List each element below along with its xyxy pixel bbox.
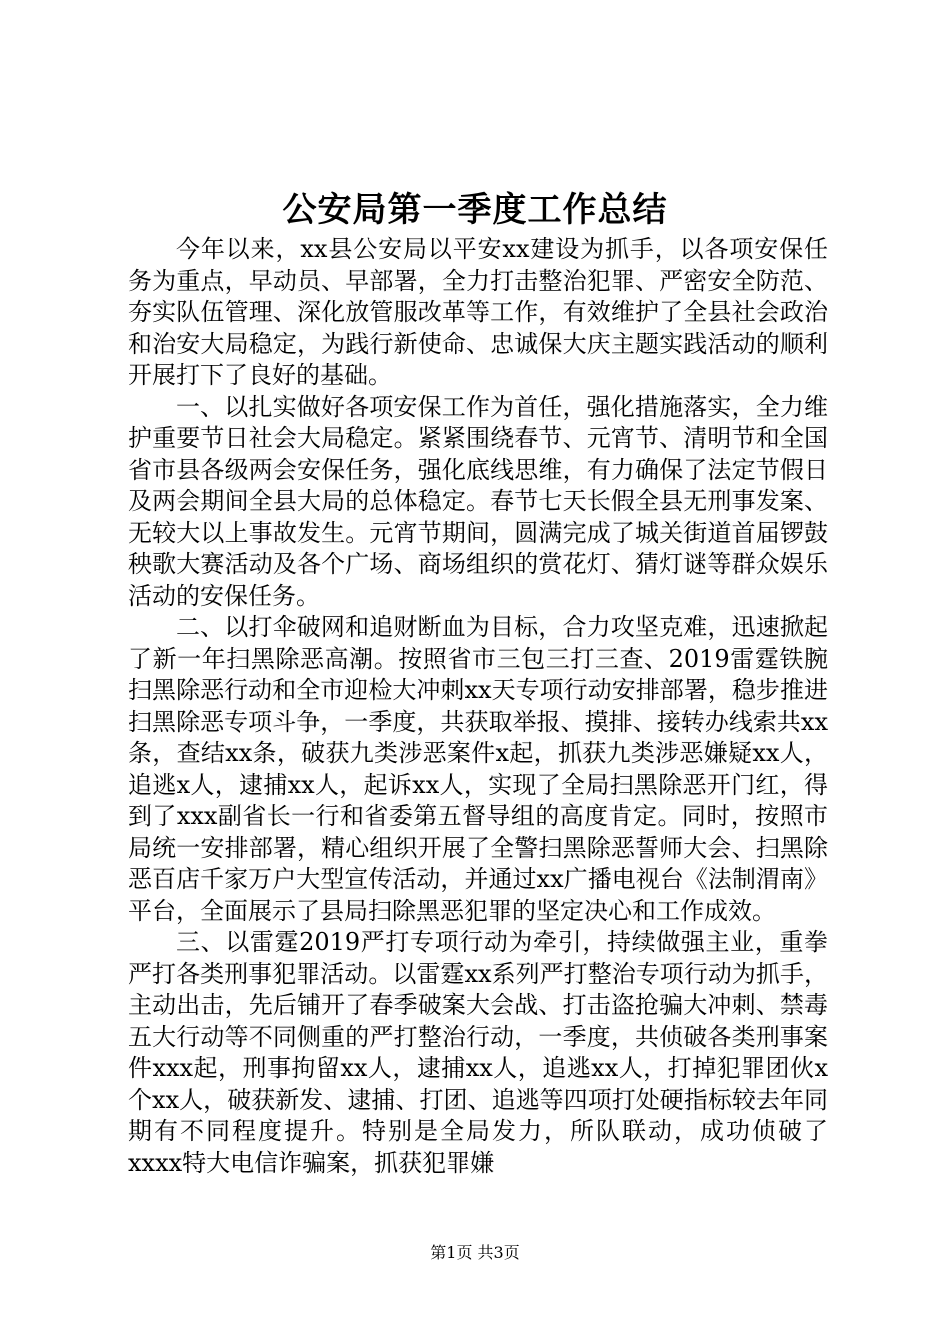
page-footer: 第1页 共3页: [430, 1243, 520, 1262]
document-body: [128, 234, 828, 1179]
paragraph-intro: 今年以来，xx县公安局以平安xx建设为抓手，以各项安保任务为重点，早动员、早部署，全力打击整治犯罪、严密安全防范、夯实队伍管理、深化放管服改革等工作，有效维护了全县社会政治和治安大局稳定，为践行新使命、忠诚保大庆主题实践活动的顺利开展打下了良好的基础。: [128, 235, 828, 389]
paragraph-section-1: 一、以扎实做好各项安保工作为首任，强化措施落实，全力维护重要节日社会大局稳定。紧紧围绕春节、元宵节、清明节和全国省市县各级两会安保任务，强化底线思维，有力确保了法定节假日及两会期间全县大局的总体稳定。春节七天长假全县无刑事发案、无较大以上事故发生。元宵节期间，圆满完成了城关街道首届锣鼓秧歌大赛活动及各个广场、商场组织的赏花灯、猜灯谜等群众娱乐活动的安保任务。: [128, 392, 828, 610]
paragraph-section-3: 三、以雷霆2019严打专项行动为牵引，持续做强主业，重拳严打各类刑事犯罪活动。以雷霆xx系列严打整治专项行动为抓手，主动出击，先后铺开了春季破案大会战、打击盗抢骗大冲刺、禁毒五大行动等不同侧重的严打整治行动，一季度，共侦破各类刑事案件xxx起，刑事拘留xx人，逮捕xx人，追逃xx人，打掉犯罪团伙x个xx人，破获新发、逮捕、打团、追逃等四项打处硬指标较去年同期有不同程度提升。特别是全局发力，所队联动，成功侦破了xxxx特大电信诈骗案，抓获犯罪嫌: [128, 928, 828, 1177]
document-title: 公安局第一季度工作总结: [282, 190, 668, 230]
paragraph-section-2: 二、以打伞破网和追财断血为目标，合力攻坚克难，迅速掀起了新一年扫黑除恶高潮。按照省市三包三打三查、2019雷霆铁腕扫黑除恶行动和全市迎检大冲刺xx天专项行动安排部署，稳步推进扫黑除恶专项斗争，一季度，共获取举报、摸排、接转办线索共xx条，查结xx条，破获九类涉恶案件x起，抓获九类涉恶嫌疑xx人，追逃x人，逮捕xx人，起诉xx人，实现了全局扫黑除恶开门红，得到了xxx副省长一行和省委第五督导组的高度肯定。同时，按照市局统一安排部署，精心组织开展了全警扫黑除恶誓师大会、扫黑除恶百店千家万户大型宣传活动，并通过xx广播电视台《法制渭南》平台，全面展示了县局扫除黑恶犯罪的坚定决心和工作成效。: [128, 613, 828, 925]
